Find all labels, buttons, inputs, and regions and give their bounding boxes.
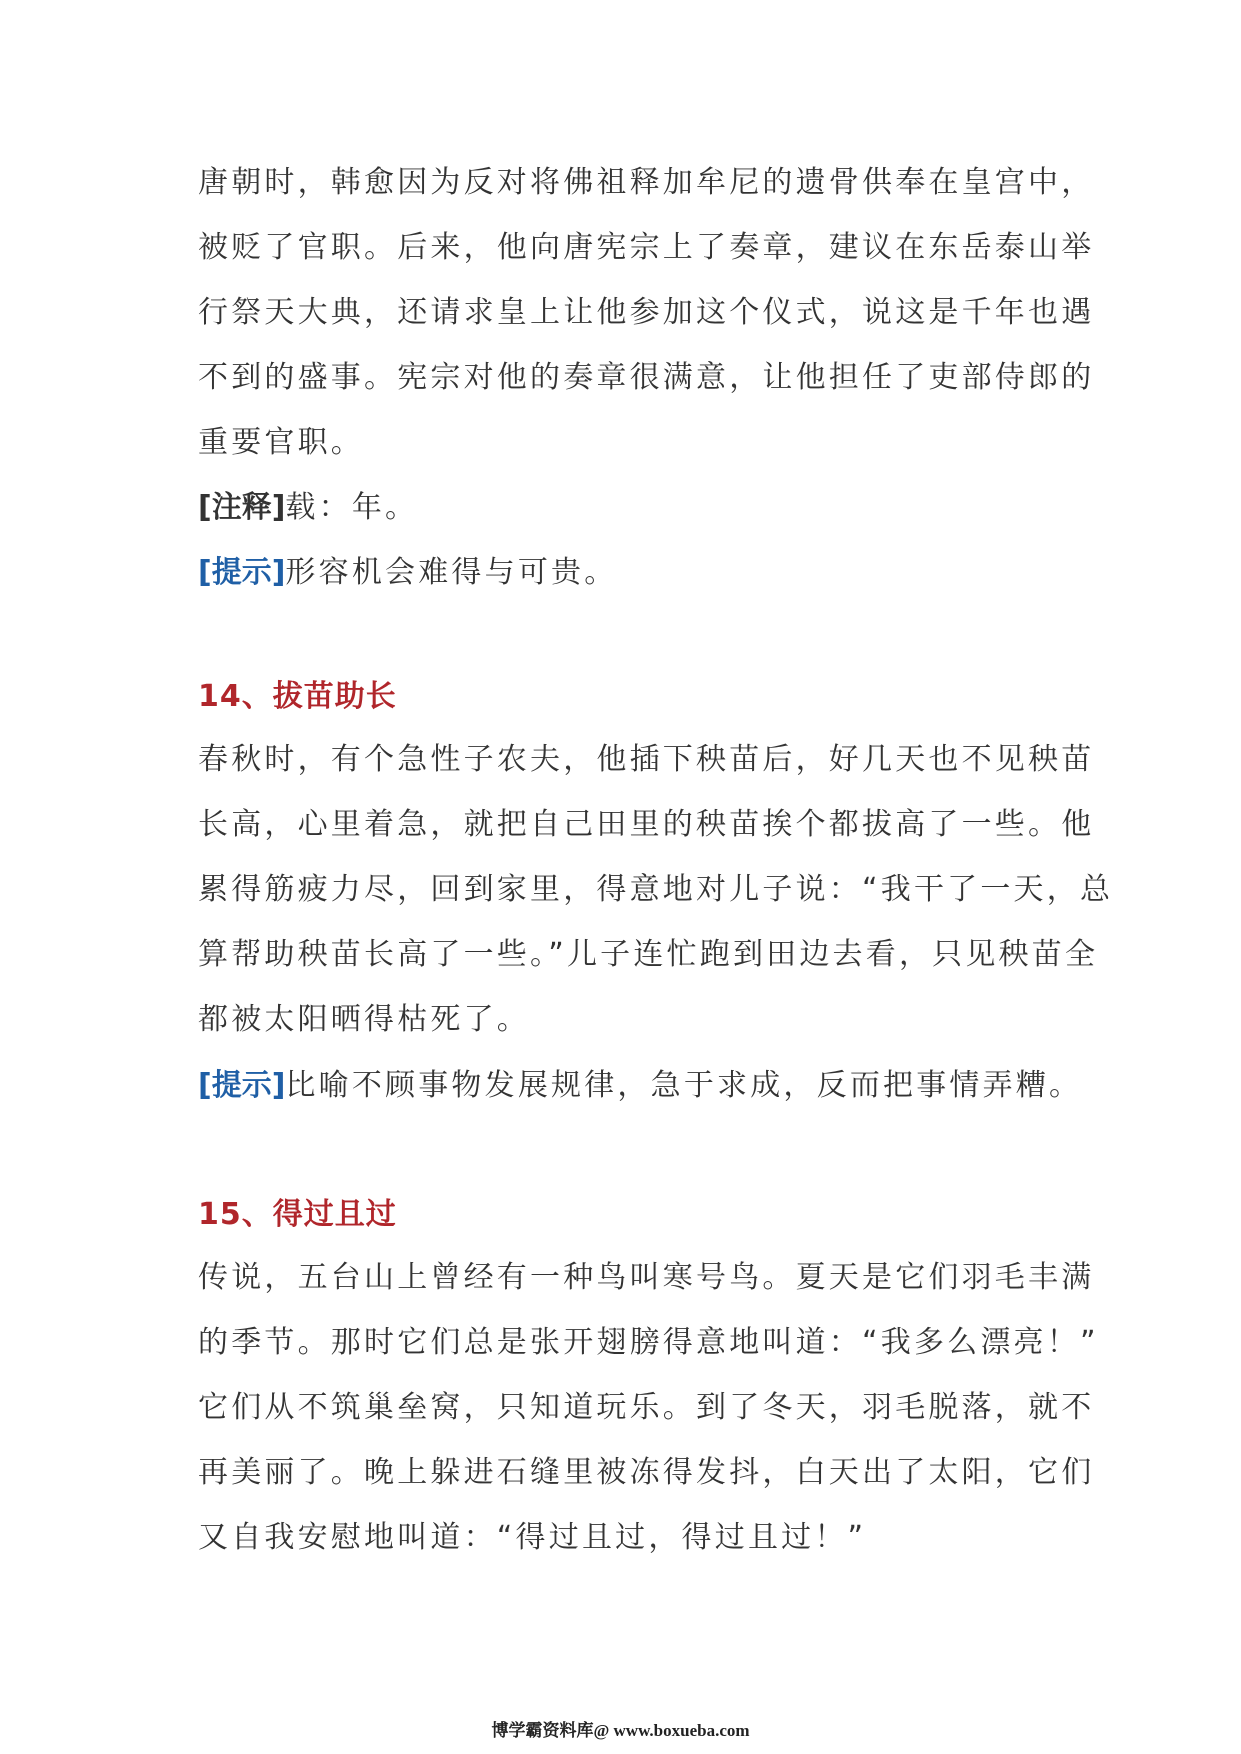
hint-text: 形容机会难得与可贵。 bbox=[285, 555, 618, 590]
footer-watermark: 博学霸资料库@ www.boxueba.com bbox=[491, 1721, 750, 1740]
story-15-line-2: 的季节。那时它们总是张开翅膀得意地叫道：“我多么漂亮！” bbox=[198, 1325, 1099, 1360]
story-15-body bbox=[198, 1245, 1099, 1570]
story-13-line-4: 不到的盛事。宪宗对他的奏章很满意，让他担任了吏部侍郎的 bbox=[198, 360, 1095, 395]
story-15-line-4: 再美丽了。晚上躲进石缝里被冻得发抖，白天出了太阳，它们 bbox=[198, 1455, 1095, 1490]
story-14-line-1: 春秋时，有个急性子农夫，他插下秧苗后，好几天也不见秧苗 bbox=[198, 742, 1095, 777]
hint-tag: [提示] bbox=[198, 555, 286, 590]
story-14-heading: 14、拔苗助长 bbox=[198, 679, 397, 714]
story-14-line-4: 算帮助秧苗长高了一些。”儿子连忙跑到田边去看，只见秧苗全 bbox=[198, 937, 1099, 972]
note-tag: [注释] bbox=[198, 490, 286, 525]
story-14-line-2: 长高，心里着急，就把自己田里的秧苗挨个都拔高了一些。他 bbox=[198, 807, 1095, 842]
story-13-note bbox=[198, 475, 1098, 540]
story-15-line-3: 它们从不筑巢垒窝，只知道玩乐。到了冬天，羽毛脱落，就不 bbox=[198, 1390, 1095, 1425]
hint-tag: [提示] bbox=[198, 1068, 286, 1103]
story-15-heading: 15、得过且过 bbox=[198, 1197, 397, 1232]
story-13-line-2: 被贬了官职。后来，他向唐宪宗上了奏章，建议在东岳泰山举 bbox=[198, 230, 1095, 265]
story-13-line-1: 唐朝时，韩愈因为反对将佛祖释加牟尼的遗骨供奉在皇宫中， bbox=[198, 165, 1095, 200]
story-14-body bbox=[198, 727, 1114, 1052]
story-13-hint bbox=[198, 540, 1098, 605]
story-13-body bbox=[198, 150, 1095, 475]
story-13-line-5: 重要官职。 bbox=[198, 425, 364, 460]
story-14-line-5: 都被太阳晒得枯死了。 bbox=[198, 1002, 530, 1037]
note-text: 载：年。 bbox=[285, 490, 419, 525]
story-15-line-5: 又自我安慰地叫道：“得过且过，得过且过！” bbox=[198, 1520, 867, 1555]
story-14-line-3: 累得筋疲力尽，回到家里，得意地对儿子说：“我干了一天，总 bbox=[198, 872, 1114, 907]
story-14-hint bbox=[198, 1053, 1098, 1118]
story-15-line-1: 传说，五台山上曾经有一种鸟叫寒号鸟。夏天是它们羽毛丰满 bbox=[198, 1260, 1095, 1295]
story-13-line-3: 行祭天大典，还请求皇上让他参加这个仪式，说这是千年也遇 bbox=[198, 295, 1095, 330]
hint-text: 比喻不顾事物发展规律，急于求成，反而把事情弄糟。 bbox=[285, 1068, 1083, 1103]
